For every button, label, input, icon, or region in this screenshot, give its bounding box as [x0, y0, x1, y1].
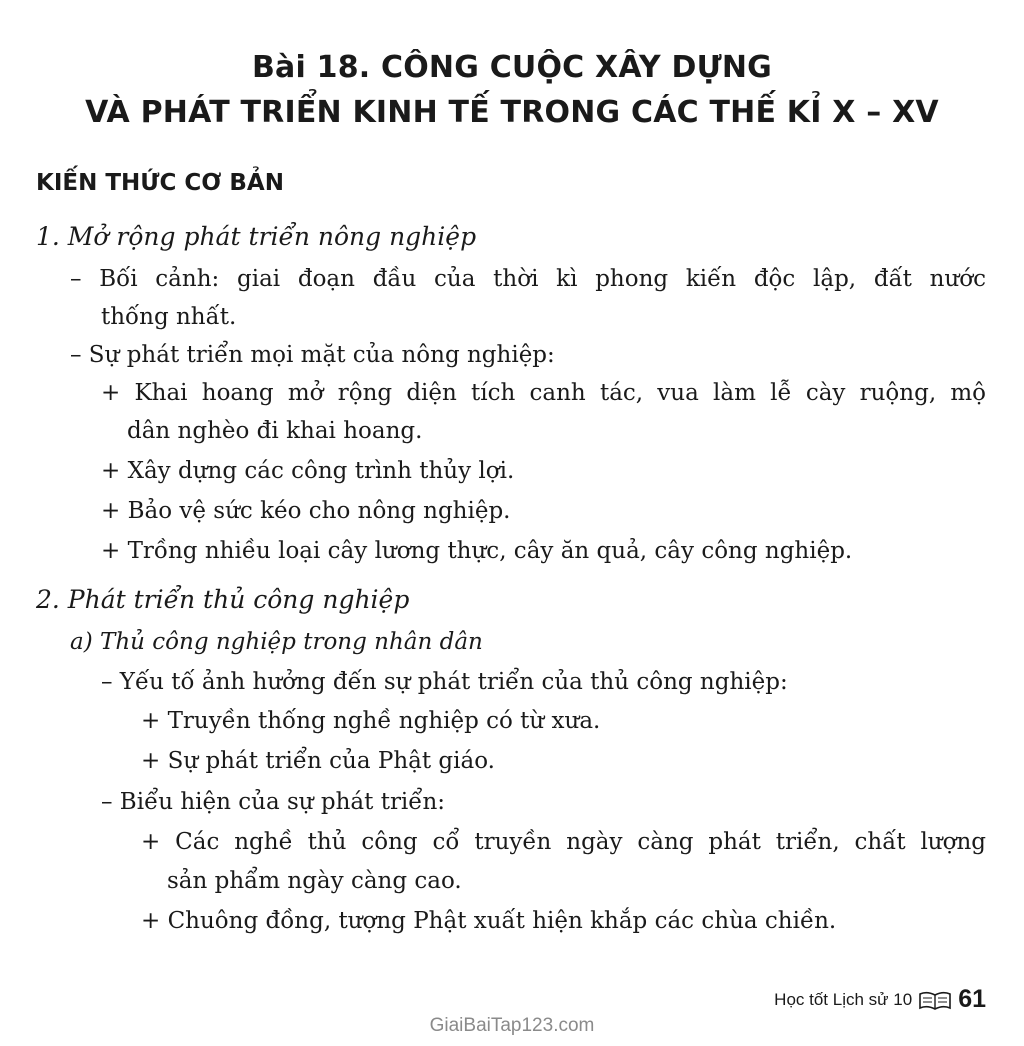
lesson-title-line-2: VÀ PHÁT TRIỂN KINH TẾ TRONG CÁC THẾ KỈ X – XV	[85, 95, 939, 130]
sign-traditional-crafts-line-1: + Các nghề thủ công cổ truyền ngày càng phát triển, chất lượng	[141, 829, 986, 855]
part2-heading: 2. Phát triển thủ công nghiệp	[36, 585, 410, 614]
bullet-land-clearing-line-2: dân nghèo đi khai hoang.	[127, 418, 423, 444]
book-icon	[918, 990, 952, 1010]
context-line-1: – Bối cảnh: giai đoạn đầu của thời kì phong kiến độc lập, đất nước	[70, 266, 986, 292]
subsection-a-heading: a) Thủ công nghiệp trong nhân dân	[70, 629, 483, 655]
section-heading: KIẾN THỨC CƠ BẢN	[36, 170, 284, 196]
bullet-draft-animals: + Bảo vệ sức kéo cho nông nghiệp.	[101, 498, 511, 524]
factor-buddhism: + Sự phát triển của Phật giáo.	[141, 748, 495, 774]
signs-intro: – Biểu hiện của sự phát triển:	[101, 789, 446, 815]
page-footer	[774, 985, 986, 1014]
sign-traditional-crafts-line-2: sản phẩm ngày càng cao.	[167, 868, 462, 894]
bullet-land-clearing-line-1: + Khai hoang mở rộng diện tích canh tác, vua làm lễ cày ruộng, mộ	[101, 380, 986, 406]
watermark: GiaiBaiTap123.com	[429, 1015, 595, 1036]
factor-tradition: + Truyền thống nghề nghiệp có từ xưa.	[141, 708, 601, 734]
footer-book-title: Học tốt Lịch sử 10	[774, 989, 913, 1009]
context-line-2: thống nhất.	[101, 304, 237, 330]
lesson-title-line-1: Bài 18. CÔNG CUỘC XÂY DỰNG	[251, 50, 772, 85]
part1-heading: 1. Mở rộng phát triển nông nghiệp	[36, 222, 477, 251]
bullet-irrigation: + Xây dựng các công trình thủy lợi.	[101, 458, 515, 484]
page-number: 61	[958, 985, 986, 1013]
bullet-crops: + Trồng nhiều loại cây lương thực, cây ăn quả, cây công nghiệp.	[101, 538, 853, 564]
factors-intro: – Yếu tố ảnh hưởng đến sự phát triển của thủ công nghiệp:	[101, 669, 788, 695]
sign-bells-statues: + Chuông đồng, tượng Phật xuất hiện khắp các chùa chiền.	[141, 908, 837, 934]
development-intro: – Sự phát triển mọi mặt của nông nghiệp:	[70, 342, 555, 368]
